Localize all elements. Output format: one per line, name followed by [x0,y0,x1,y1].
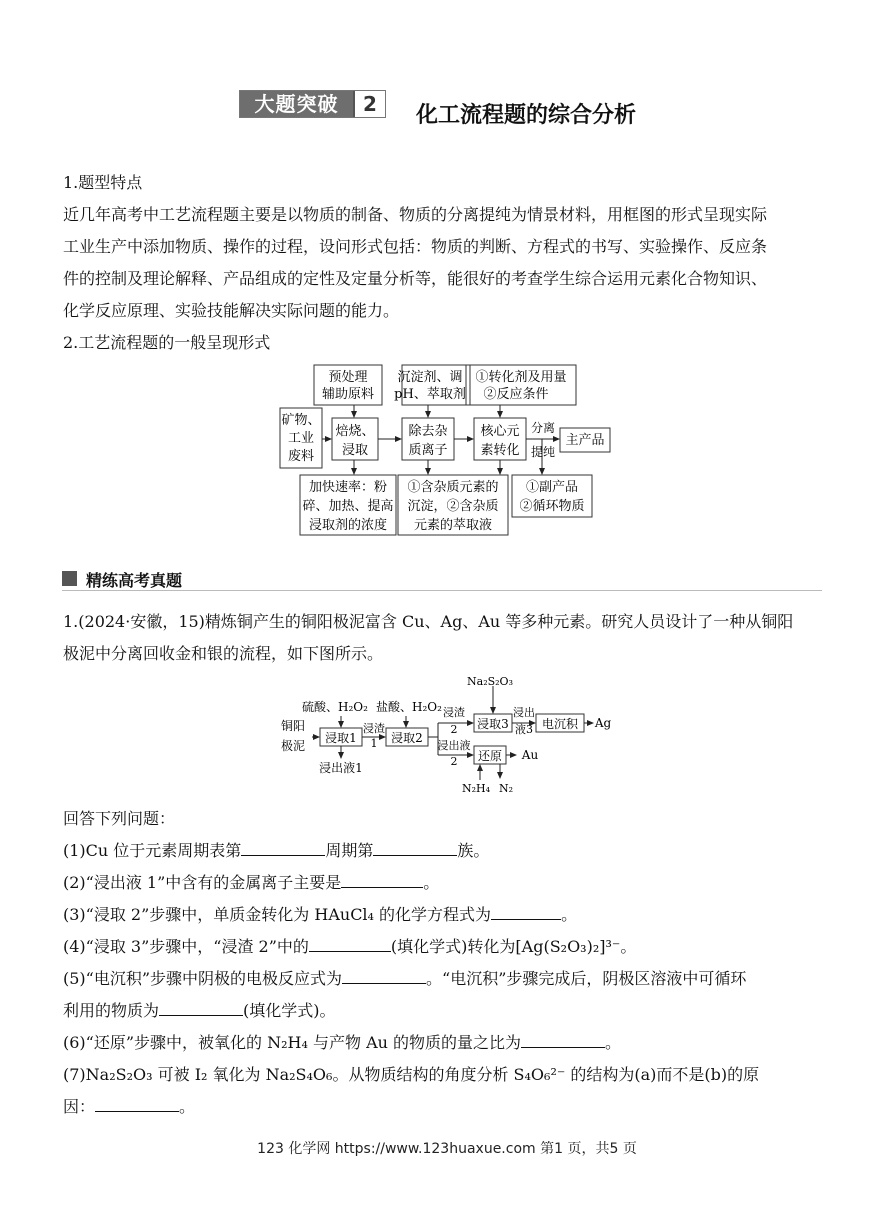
heading-2: 2.工艺流程题的一般呈现形式 [63,333,271,352]
heading-1: 1.题型特点 [63,173,143,192]
answer-blank[interactable] [491,905,561,920]
stream-label: 浸渣 [363,722,385,735]
question-line: 极泥中分离回收金和银的流程，如下图所示。 [63,644,384,663]
paragraph-line: 化学反应原理、实验技能解决实际问题的能力。 [63,301,400,320]
flow-label: pH、萃取剂 [394,387,466,402]
topic-badge [239,90,386,118]
step-label: 还原 [477,749,503,763]
flow-label: ②反应条件 [483,387,549,402]
flow-label: 核心元 [480,424,520,439]
question-5-cont: 利用的物质为 (填化学式)。 [63,1001,336,1020]
paragraph-line: 工业生产中添加物质、操作的过程，设问形式包括：物质的判断、方程式的书写、实验操作、反应条 [63,237,768,256]
flow-label: 浸取 [341,443,369,458]
answer-blank[interactable] [341,873,423,888]
stream-label: 液3 [515,723,533,736]
answers-intro: 回答下列问题： [63,809,176,828]
question-4: (4)“浸取 3”步骤中，“浸渣 2”中的 (填化学式)转化为[Ag(S₂O₃)₂]³⁻。 [63,937,637,956]
flow-label: 分离 [530,421,556,435]
stream-label: 1 [370,737,378,750]
paragraph-line: 近几年高考中工艺流程题主要是以物质的制备、物质的分离提纯为情景材料，用框图的形式呈现实际 [63,205,768,224]
stream-label: 2 [450,755,458,768]
stream-label: 浸出液1 [319,761,363,775]
reagent-label: Na₂S₂O₃ [467,675,513,688]
flow-label: 工业 [287,431,315,446]
flow-label: 废料 [287,449,315,464]
flow-label: 素转化 [480,443,520,458]
flow-label: 质离子 [408,443,448,458]
section-header [62,568,822,591]
flow-label: 元素的萃取液 [413,518,493,533]
flow-label: 除去杂 [408,424,448,439]
badge-number: 2 [353,91,385,117]
question-7-cont: 因： 。 [63,1097,196,1116]
flow-label: 浸取剂的浓度 [308,518,388,533]
answer-blank[interactable] [241,841,325,856]
flow-label: 提纯 [530,445,556,459]
question-5: (5)“电沉积”步骤中阴极的电极反应式为 。“电沉积”步骤完成后，阴极区溶液中可循环 [63,969,747,988]
source-label: 极泥 [280,739,306,753]
flow-label: ①副产品 [525,480,579,495]
badge-text: 大题突破 [240,91,353,117]
stream-label: 浸出液 [437,739,471,752]
document-icon [62,571,77,586]
source-label: 铜阳 [280,719,306,733]
flow-label: 辅助原料 [321,387,375,402]
question-7: (7)Na₂S₂O₃ 可被 I₂ 氧化为 Na₂S₄O₆。从物质结构的角度分析 S₄O₆²⁻ 的结构为(a)而不是(b)的原 [63,1065,760,1084]
answer-blank[interactable] [521,1033,605,1048]
page-title: 化工流程题的综合分析 [416,103,637,128]
flow-label: ①转化剂及用量 [475,370,567,385]
stream-label: 浸出 [513,706,535,719]
flow-label: 碎、加热、提高 [302,499,394,514]
step-label: 电沉积 [541,717,579,731]
flow-label: 沉淀剂、调 [397,370,463,385]
flow-label: 加快速率：粉 [308,480,388,495]
flow-label: 焙烧、 [335,424,375,439]
reagent-label: 硫酸、H₂O₂ [302,700,368,714]
flow-label: ①含杂质元素的 [407,480,499,495]
flow-label: 沉淀，②含杂质 [407,499,499,514]
question-6: (6)“还原”步骤中，被氧化的 N₂H₄ 与产物 Au 的物质的量之比为 。 [63,1033,622,1052]
reagent-label: N₂H₄ [461,782,491,795]
answer-blank[interactable] [342,969,426,984]
reagent-label: 盐酸、H₂O₂ [376,700,442,714]
stream-label: 浸渣 [443,706,465,719]
answer-blank[interactable] [95,1097,179,1112]
question-3: (3)“浸取 2”步骤中，单质金转化为 HAuCl₄ 的化学方程式为 。 [63,905,578,924]
answer-blank[interactable] [373,841,457,856]
flow-label: ②循环物质 [519,499,585,514]
reagent-label: N₂ [498,782,514,795]
product-label: Au [521,748,539,762]
recovery-flow-diagram [278,672,623,800]
question-line: 1.(2024·安徽，15)精炼铜产生的铜阳极泥富含 Cu、Ag、Au 等多种元素。研究人员设计了一种从铜阳 [63,612,794,631]
section-title: 精练高考真题 [86,571,183,590]
answer-blank[interactable] [309,937,391,952]
paragraph-line: 件的控制及理论解释、产品组成的定性及定量分析等，能很好的考查学生综合运用元素化合物知识、 [63,269,768,288]
question-1: (1)Cu 位于元素周期表第 周期第 族。 [63,841,490,860]
flow-label: 主产品 [565,433,605,448]
step-label: 浸取3 [477,717,509,731]
stream-label: 2 [450,723,458,736]
flow-label: 预处理 [328,370,368,385]
answer-blank[interactable] [159,1001,243,1016]
step-label: 浸取2 [391,731,423,745]
product-label: Ag [594,716,612,730]
page-footer: 123 化学网 https://www.123huaxue.com 第1 页，共5 页 [257,1141,637,1157]
flow-label: 矿物、 [281,413,321,428]
step-label: 浸取1 [325,731,357,745]
process-flow-diagram [278,362,605,540]
question-2: (2)“浸出液 1”中含有的金属离子主要是 。 [63,873,440,892]
